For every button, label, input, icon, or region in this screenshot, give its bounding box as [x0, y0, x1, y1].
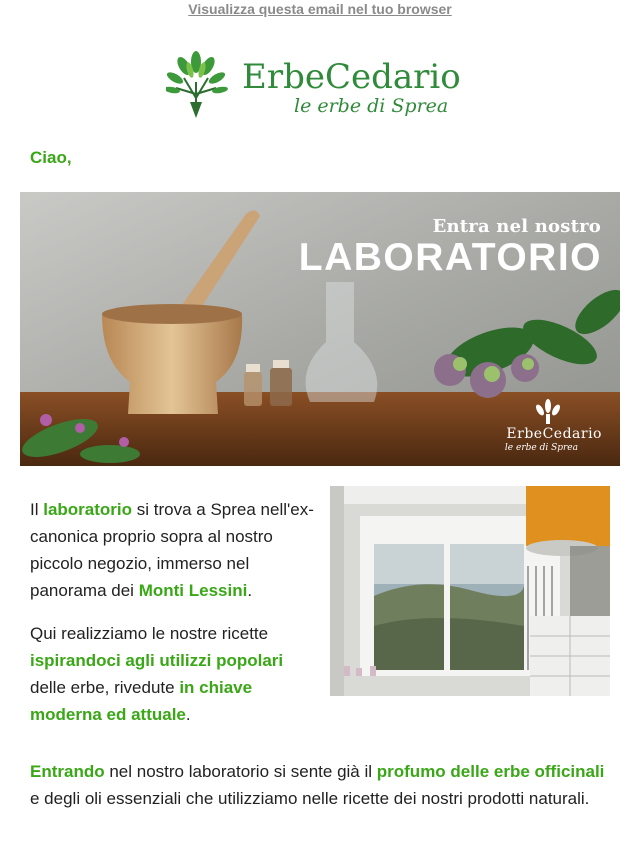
highlight-utilizzi-popolari: ispirandoci agli utilizzi popolari	[30, 651, 284, 670]
greeting: Ciao,	[30, 148, 72, 167]
paragraph-profumo	[30, 758, 610, 812]
view-in-browser-link[interactable]: Visualizza questa email nel tuo browser	[188, 1, 452, 17]
erbecedario-logo[interactable]	[166, 48, 476, 122]
hero-subtitle: Entra nel nostro	[432, 216, 601, 237]
highlight-entrando: Entrando	[30, 762, 105, 781]
highlight-laboratorio: laboratorio	[43, 500, 133, 519]
highlight-profumo-erbe: profumo delle erbe officinali	[376, 762, 605, 781]
hero-tagline: le erbe di Sprea	[504, 443, 578, 453]
text: Il	[30, 500, 44, 519]
hero-brand: ErbeCedario	[506, 426, 602, 442]
text: e degli oli essenziali che utilizziamo nelle ricette dei nostri prodotti naturali.	[30, 789, 590, 808]
text: si trova a Sprea nell'ex-canonica proprio sopra al nostro piccolo negozio, immerso nel panorama dei	[30, 500, 314, 600]
tree-icon	[166, 51, 228, 118]
highlight-monti-lessini: Monti Lessini	[138, 581, 248, 600]
hero-title: LABORATORIO	[298, 236, 602, 279]
logo-wordmark: ErbeCedario	[242, 57, 461, 97]
hero-banner[interactable]	[20, 192, 620, 466]
text: nel nostro laboratorio si sente già il	[104, 762, 377, 781]
logo-tagline: le erbe di Sprea	[294, 95, 449, 117]
paragraph-ricette	[30, 620, 320, 728]
paragraph-profumo-text	[30, 758, 610, 812]
text: delle erbe, rivedute	[30, 678, 180, 697]
paragraph-laboratorio	[30, 496, 320, 604]
text: .	[185, 705, 191, 724]
text: .	[247, 581, 253, 600]
text: Qui realizziamo le nostre ricette	[30, 624, 269, 643]
laboratory-window-photo	[330, 486, 610, 696]
intro-column	[30, 496, 320, 744]
highlight-chiave-moderna: in chiave moderna ed attuale	[30, 678, 253, 724]
